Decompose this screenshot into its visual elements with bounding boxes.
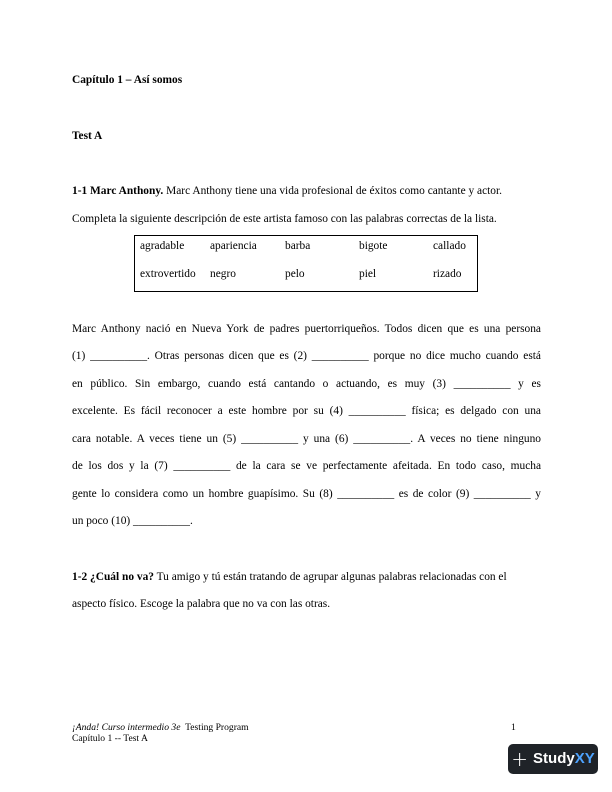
- section1-intro: [72, 184, 541, 198]
- section1-instruction: Completa la siguiente descripción de este artista famoso con las palabras correctas de la lista.: [72, 213, 497, 225]
- paragraph-line: un poco (10) __________.: [72, 515, 193, 527]
- paragraph-line: Marc Anthony nació en Nueva York de padres puertorriqueños. Todos dicen que es una persona: [72, 323, 541, 335]
- studyxy-badge[interactable]: [508, 744, 598, 774]
- footer-subtitle: Capítulo 1 -- Test A: [72, 733, 148, 744]
- section1-heading: 1-1 Marc Anthony.: [72, 185, 164, 197]
- page-number: 1: [511, 722, 516, 733]
- footer-program: Testing Program: [180, 722, 249, 733]
- footer-line-1: [72, 722, 249, 733]
- section2-intro-text: Tu amigo y tú están tratando de agrupar algunas palabras relacionadas con el: [153, 571, 507, 583]
- studyxy-logo-text: StudyXY: [533, 750, 595, 767]
- chapter-title: Capítulo 1 – Así somos: [72, 74, 183, 86]
- word-bank-item: apariencia: [210, 240, 257, 252]
- word-bank-item: piel: [359, 268, 377, 280]
- paragraph-line: de los dos y la (7) __________ de la cara se ve perfectamente afeitada. En todo caso, mucha: [72, 460, 541, 472]
- paragraph-line: gente lo considera como un hombre guapísimo. Su (8) __________ es de color (9) __________ y: [72, 488, 541, 500]
- word-bank-item: pelo: [285, 268, 305, 280]
- word-bank-item: barba: [285, 240, 311, 252]
- word-bank: [134, 235, 478, 292]
- paragraph-line: (1) __________. Otras personas dicen que es (2) __________ porque no dice mucho cuando está: [72, 350, 541, 362]
- paragraph-line: en público. Sin embargo, cuando está cantando o actuando, es muy (3) __________ y es: [72, 378, 541, 390]
- section2-heading: 1-2 ¿Cuál no va?: [72, 571, 154, 583]
- word-bank-item: bigote: [359, 240, 388, 252]
- section1-intro-text: Marc Anthony tiene una vida profesional de éxitos como cantante y actor.: [163, 185, 503, 197]
- test-title: Test A: [72, 130, 103, 142]
- word-bank-item: extrovertido: [140, 268, 196, 280]
- paragraph-line: cara notable. A veces tiene un (5) __________ y una (6) __________. A veces no tiene ninguno: [72, 433, 541, 445]
- section2-intro: [72, 570, 541, 584]
- paragraph-line: excelente. Es fácil reconocer a este hombre por su (4) __________ física; es delgado con una: [72, 405, 541, 417]
- word-bank-item: agradable: [140, 240, 185, 252]
- footer-book-title: ¡Anda! Curso intermedio 3e: [72, 722, 181, 733]
- word-bank-item: callado: [433, 240, 466, 252]
- plus-icon: +: [511, 747, 529, 771]
- section2-instruction: aspecto físico. Escoge la palabra que no va con las otras.: [72, 598, 331, 610]
- word-bank-item: rizado: [433, 268, 462, 280]
- word-bank-item: negro: [210, 268, 236, 280]
